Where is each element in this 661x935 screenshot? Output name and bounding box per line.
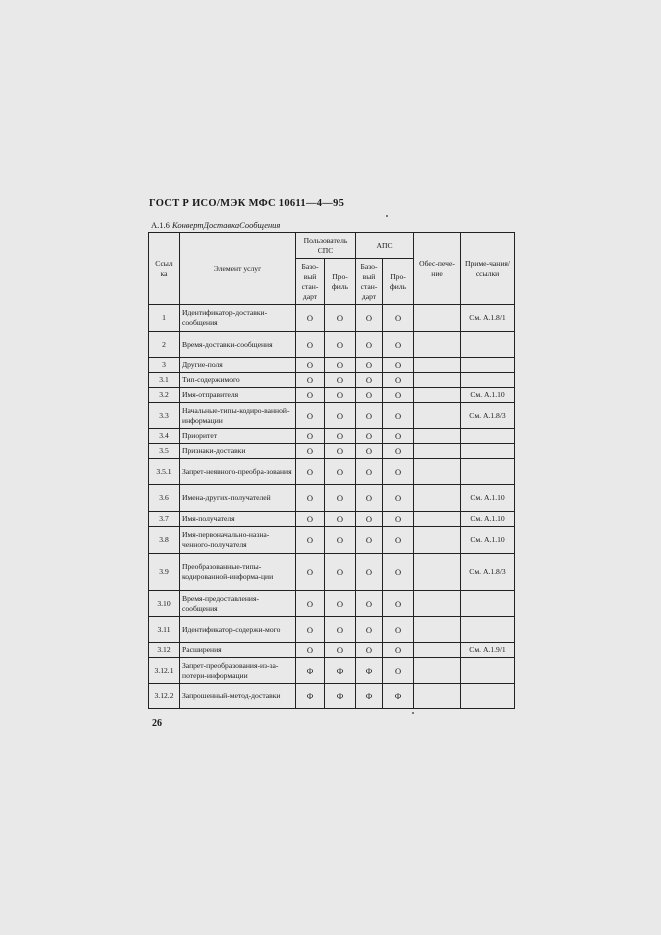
row-user-base: O [296,388,325,403]
row-ref: 3.5 [149,444,180,459]
row-element: Запрет-преобразования-из-за-потери-информации [180,658,296,684]
caption-name: КонвертДоставкаСообщения [172,220,281,230]
header-ref: Ссыл ка [149,233,180,305]
row-ref: 3.3 [149,403,180,429]
row-user-base: O [296,358,325,373]
row-obs [414,512,461,527]
row-obs [414,554,461,591]
table-row [149,305,515,332]
row-user-profile: O [325,459,356,485]
row-element: Запрет-неявного-преобра-зования [180,459,296,485]
table-row [149,591,515,617]
row-element: Расширения [180,643,296,658]
row-note: См. А.1.8/1 [461,305,515,332]
row-aps-profile: O [383,305,414,332]
header-aps-profile: Про-филь [383,259,414,305]
table-row [149,512,515,527]
scan-speck [386,215,388,217]
row-user-profile: O [325,643,356,658]
row-aps-profile: O [383,512,414,527]
row-aps-base: O [356,444,383,459]
row-ref: 2 [149,332,180,358]
row-aps-profile: O [383,591,414,617]
row-user-profile: Ф [325,658,356,684]
row-obs [414,305,461,332]
table-row [149,617,515,643]
row-aps-base: Ф [356,658,383,684]
table-row [149,684,515,709]
row-obs [414,332,461,358]
row-note [461,617,515,643]
row-element: Имя-первоначально-назна-ченного-получателя [180,527,296,554]
table-body [149,305,515,709]
table-row [149,403,515,429]
row-ref: 3.9 [149,554,180,591]
row-note: См. А.1.8/3 [461,403,515,429]
row-aps-base: O [356,643,383,658]
row-user-profile: O [325,388,356,403]
row-ref: 3.5.1 [149,459,180,485]
row-user-base: O [296,527,325,554]
row-note: См. А.1.10 [461,512,515,527]
row-aps-profile: O [383,527,414,554]
row-ref: 3.12 [149,643,180,658]
scan-speck [412,712,414,714]
page-header: ГОСТ Р ИСО/МЭК МФС 10611—4—95 [149,198,345,209]
row-user-profile: O [325,429,356,444]
row-element: Имена-других-получателей [180,485,296,512]
row-aps-profile: O [383,373,414,388]
row-user-base: O [296,512,325,527]
row-obs [414,658,461,684]
table-row [149,643,515,658]
table-row [149,527,515,554]
table-row [149,485,515,512]
row-user-base: O [296,554,325,591]
row-user-profile: O [325,512,356,527]
row-user-base: O [296,373,325,388]
row-aps-profile: Ф [383,684,414,709]
header-user-profile: Про-филь [325,259,356,305]
row-aps-base: O [356,358,383,373]
row-note [461,358,515,373]
table-row [149,358,515,373]
header-notes: Приме-чания/ ссылки [461,233,515,305]
row-aps-base: O [356,429,383,444]
row-element: Начальные-типы-кодиро-ванной-информации [180,403,296,429]
row-element: Преобразованные-типы-кодированной-информа-ции [180,554,296,591]
row-user-profile: O [325,527,356,554]
row-note: См. А.1.10 [461,527,515,554]
row-note: См. А.1.8/3 [461,554,515,591]
row-user-base: Ф [296,658,325,684]
row-obs [414,527,461,554]
row-aps-base: O [356,332,383,358]
row-aps-profile: O [383,403,414,429]
row-aps-profile: O [383,429,414,444]
row-user-base: O [296,403,325,429]
row-ref: 3.2 [149,388,180,403]
header-user-group: Пользователь СПС [296,233,356,259]
services-table [148,232,515,709]
row-ref: 3.6 [149,485,180,512]
row-obs [414,373,461,388]
row-user-base: O [296,429,325,444]
row-aps-base: O [356,388,383,403]
row-aps-base: O [356,305,383,332]
row-ref: 3.4 [149,429,180,444]
row-obs [414,444,461,459]
row-user-profile: O [325,554,356,591]
row-obs [414,643,461,658]
row-user-profile: O [325,617,356,643]
row-note [461,429,515,444]
table-row [149,444,515,459]
row-note [461,444,515,459]
row-obs [414,684,461,709]
row-element: Идентификатор-содержи-мого [180,617,296,643]
row-ref: 3.12.2 [149,684,180,709]
row-user-base: O [296,591,325,617]
row-note: См. А.1.10 [461,388,515,403]
row-aps-profile: O [383,444,414,459]
page-number: 26 [152,718,162,729]
row-aps-base: O [356,403,383,429]
table-caption [151,220,280,230]
row-element: Имя-отправителя [180,388,296,403]
row-aps-base: O [356,485,383,512]
header-element: Элемент услуг [180,233,296,305]
header-aps-group: АПС [356,233,414,259]
row-element: Время-доставки-сообщения [180,332,296,358]
row-aps-profile: O [383,658,414,684]
row-user-base: O [296,485,325,512]
row-aps-base: O [356,459,383,485]
row-user-base: O [296,459,325,485]
row-aps-profile: O [383,485,414,512]
row-ref: 3.8 [149,527,180,554]
row-note [461,373,515,388]
row-note [461,658,515,684]
row-aps-base: O [356,591,383,617]
table-row [149,332,515,358]
row-element: Имя-получателя [180,512,296,527]
row-note: См. А.1.9/1 [461,643,515,658]
table-row [149,388,515,403]
row-element: Приоритет [180,429,296,444]
row-user-profile: O [325,373,356,388]
row-ref: 3.10 [149,591,180,617]
table-row [149,373,515,388]
row-user-profile: Ф [325,684,356,709]
row-user-profile: O [325,485,356,512]
row-user-base: Ф [296,684,325,709]
row-user-base: O [296,332,325,358]
table-row [149,554,515,591]
row-user-profile: O [325,332,356,358]
row-user-profile: O [325,591,356,617]
row-user-profile: O [325,403,356,429]
row-ref: 3.1 [149,373,180,388]
row-element: Запрошенный-метод-доставки [180,684,296,709]
header-obs: Обес-пече-ние [414,233,461,305]
row-aps-base: Ф [356,684,383,709]
row-obs [414,591,461,617]
row-obs [414,617,461,643]
row-element: Тип-содержимого [180,373,296,388]
row-aps-base: O [356,617,383,643]
row-aps-base: O [356,512,383,527]
row-obs [414,403,461,429]
row-aps-base: O [356,554,383,591]
row-obs [414,459,461,485]
table-row [149,459,515,485]
row-ref: 3.7 [149,512,180,527]
row-aps-profile: O [383,617,414,643]
row-ref: 3.11 [149,617,180,643]
row-user-base: O [296,305,325,332]
row-user-base: O [296,444,325,459]
row-ref: 3 [149,358,180,373]
row-user-profile: O [325,358,356,373]
row-note [461,332,515,358]
row-aps-profile: O [383,643,414,658]
row-user-profile: O [325,444,356,459]
row-aps-profile: O [383,554,414,591]
table-row [149,658,515,684]
row-aps-profile: O [383,388,414,403]
row-note [461,684,515,709]
row-aps-profile: O [383,332,414,358]
row-aps-base: O [356,373,383,388]
caption-number: A.1.6 [151,220,170,230]
row-element: Идентификатор-доставки-сообщения [180,305,296,332]
row-note: См. А.1.10 [461,485,515,512]
row-element: Время-предоставления-сообщения [180,591,296,617]
header-user-base: Базо-вый стан-дарт [296,259,325,305]
row-obs [414,485,461,512]
header-aps-base: Базо-вый стан-дарт [356,259,383,305]
row-obs [414,358,461,373]
row-ref: 1 [149,305,180,332]
row-obs [414,429,461,444]
row-obs [414,388,461,403]
row-ref: 3.12.1 [149,658,180,684]
table-row [149,429,515,444]
row-element: Другие-поля [180,358,296,373]
row-user-profile: O [325,305,356,332]
row-aps-profile: O [383,358,414,373]
row-user-base: O [296,617,325,643]
row-user-base: O [296,643,325,658]
row-element: Признаки-доставки [180,444,296,459]
row-note [461,591,515,617]
row-note [461,459,515,485]
row-aps-profile: O [383,459,414,485]
row-aps-base: O [356,527,383,554]
